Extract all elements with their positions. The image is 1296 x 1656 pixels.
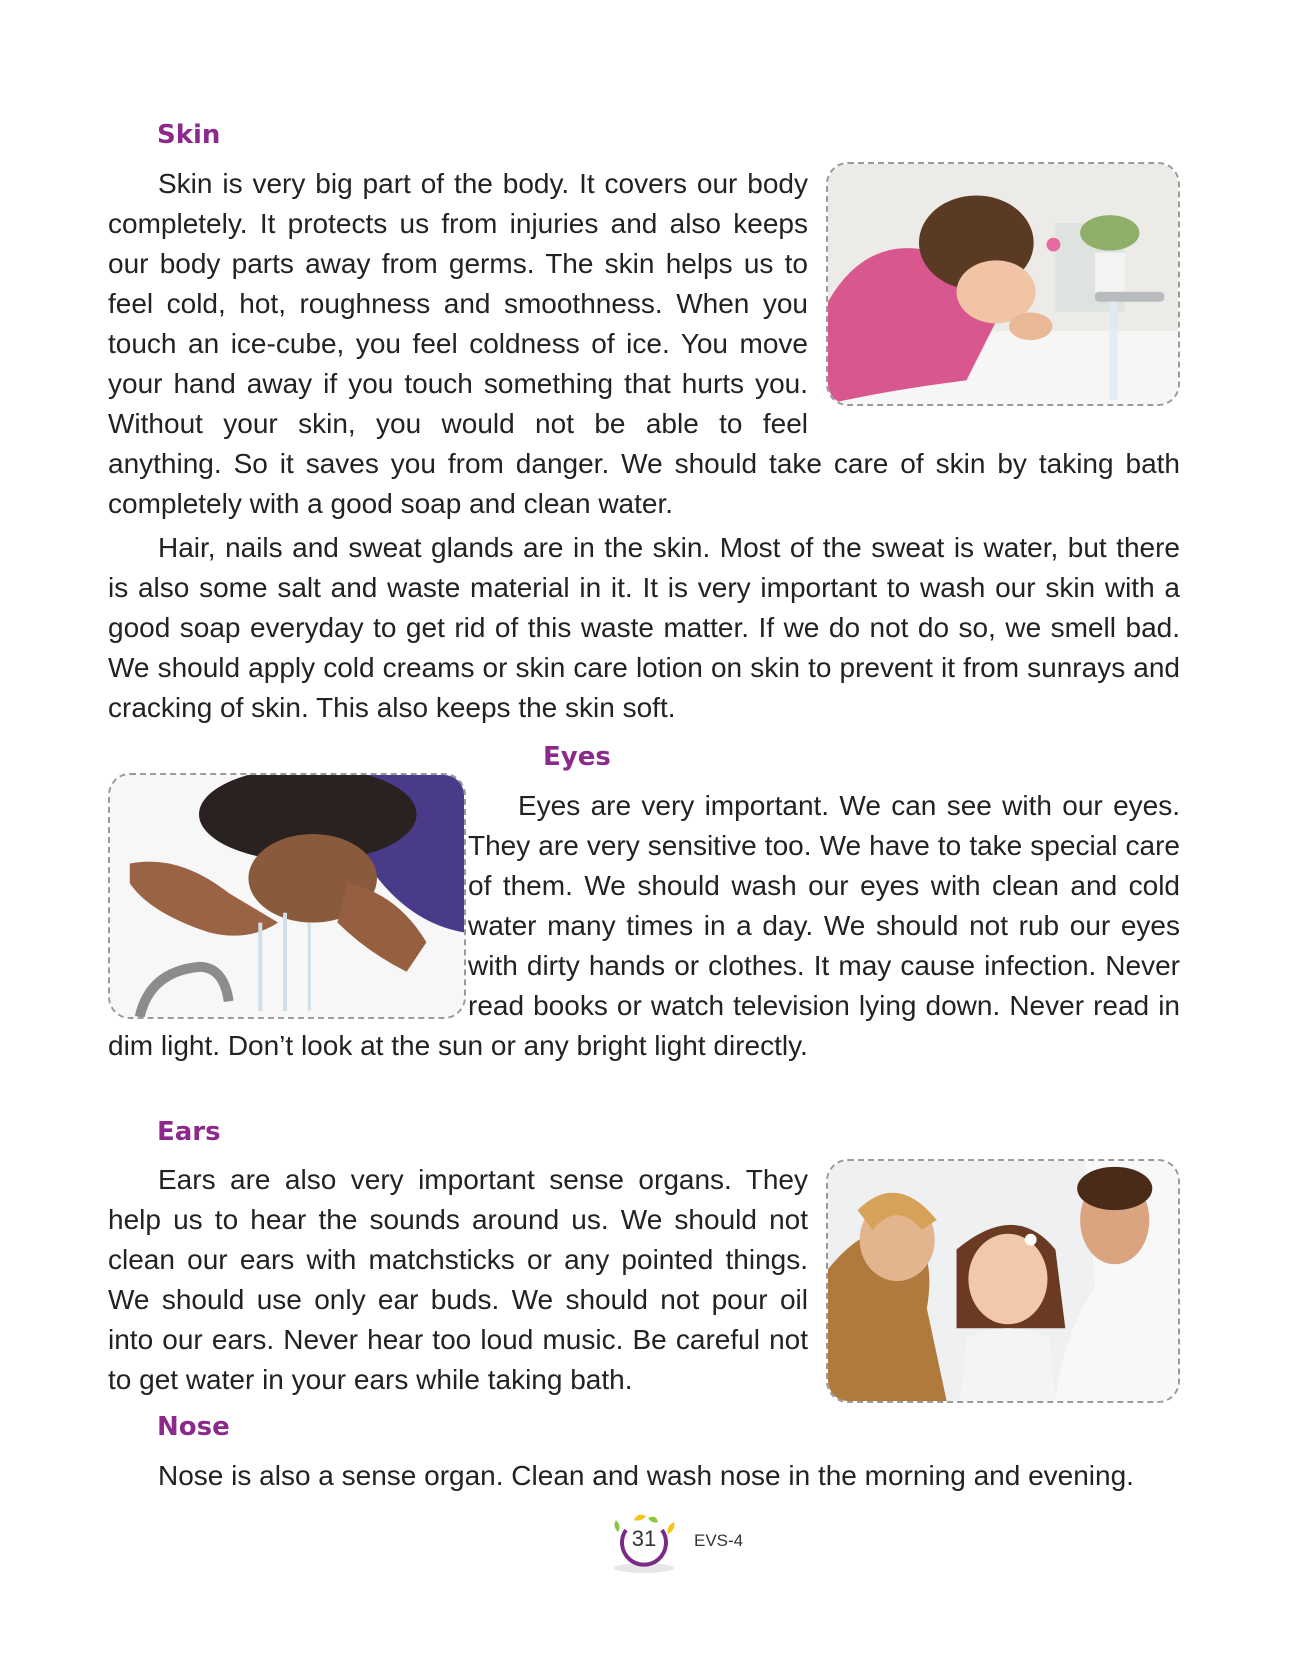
skin-heading: Skin (157, 120, 221, 150)
eyes-heading: Eyes (543, 742, 611, 772)
ears-heading: Ears (157, 1117, 221, 1147)
nose-heading: Nose (157, 1412, 230, 1442)
book-code: EVS-4 (694, 1531, 744, 1550)
doctor-checking-ear-photo (826, 1159, 1180, 1403)
wrap-spacer (58, 786, 442, 1026)
skin-paragraph-2: Hair, nails and sweat glands are in the skin. Most of the sweat is water, but there is also some salt and waste material in it. It is very important to wash our skin with a good soap everyday to get rid of this waste matter. If we do not do so, we smell bad. We should apply cold creams or skin care lotion on skin to prevent it from sunrays and cracking of skin. This also keeps the skin soft. (108, 532, 1180, 723)
skin-paragraph-1: Skin is very big part of the body. It covers our body completely. It protects us from injuries and also keeps our body parts away from germs. The skin helps us to feel cold, hot, roughness and smoothness. When you touch an ice-cube, you feel coldness of ice. You move your hand away if you touch something that hurts you. Without your skin, you would not be able to feel anything. So it saves you from danger. We should take care of skin by taking bath completely with a good soap and clean water. (108, 164, 1180, 524)
nose-paragraph: Nose is also a sense organ. Clean and wash nose in the morning and evening. (158, 1460, 1134, 1491)
page-number: 31 (631, 1526, 657, 1551)
ears-paragraph: Ears are also very important sense organs. They help us to hear the sounds around us. We should not clean our ears with matchsticks or any pointed things. We should use only ear buds. We should not pour oil into our ears. Never hear too loud music. Be careful not to get water in your ears while taking bath. (108, 1164, 808, 1395)
wrap-spacer (834, 164, 1180, 408)
page-number-badge (604, 1512, 684, 1574)
eyes-paragraph: Eyes are very important. We can see with our eyes. They are very sensitive too. We have to take special care of them. We should wash our eyes with clean and cold water many times in a day. We should not rub our eyes with dirty hands or clothes. It may cause infection. Never read books or watch television lying down. Never read in dim light. Don’t look at the sun or any bright light directly. (108, 786, 1180, 1066)
